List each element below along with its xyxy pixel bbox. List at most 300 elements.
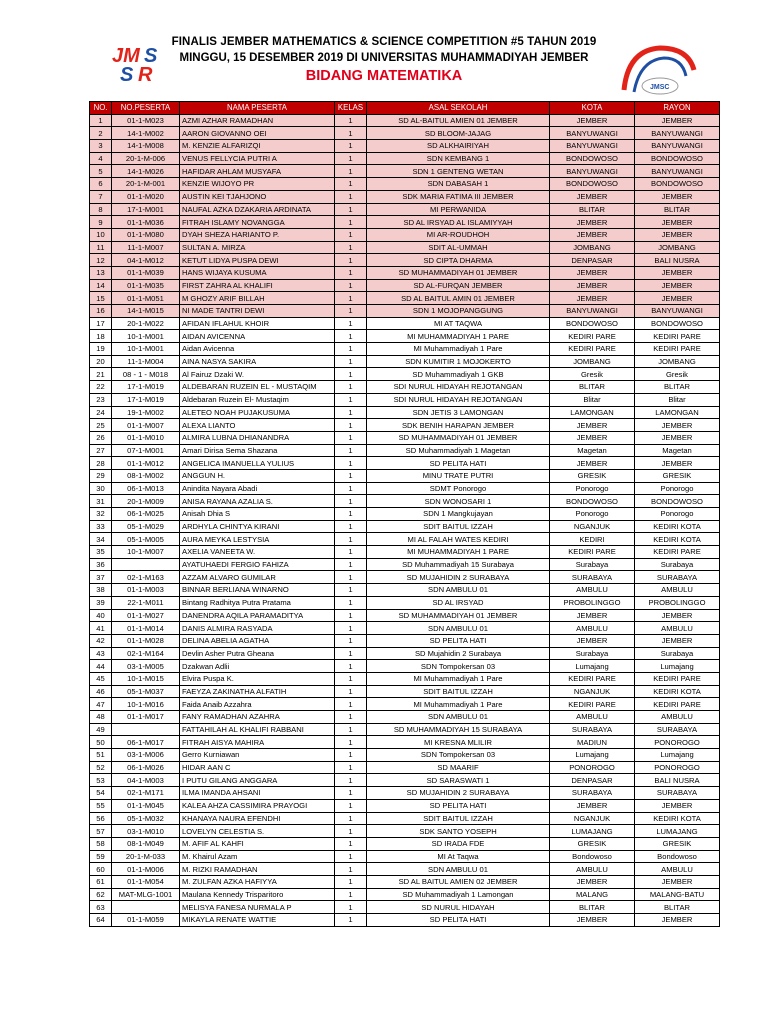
- table-row: [90, 292, 720, 305]
- cell-class: 1: [335, 368, 367, 381]
- cell-class: 1: [335, 914, 367, 927]
- cell-school: SD MUHAMMADIYAH 01 JEMBER: [367, 266, 550, 279]
- cell-city: LUMAJANG: [550, 825, 635, 838]
- cell-class: 1: [335, 736, 367, 749]
- cell-participant-number: 10-1-M015: [112, 672, 180, 685]
- cell-name: ALMIRA LUBNA DHIANANDRA: [180, 431, 335, 444]
- cell-class: 1: [335, 355, 367, 368]
- col-header-city: KOTA: [550, 102, 635, 115]
- cell-school: SD MUHAMMADIYAH 01 JEMBER: [367, 431, 550, 444]
- cell-region: JEMBER: [635, 279, 720, 292]
- table-row: [90, 914, 720, 927]
- cell-school: SD Muhammadiyah 1 GKB: [367, 368, 550, 381]
- cell-school: SD MAARIF: [367, 761, 550, 774]
- cell-participant-number: 01-1-M059: [112, 914, 180, 927]
- cell-name: FANY RAMADHAN AZAHRA: [180, 711, 335, 724]
- cell-name: LOVELYN CELESTIA S.: [180, 825, 335, 838]
- table-row: [90, 381, 720, 394]
- cell-region: JEMBER: [635, 914, 720, 927]
- cell-school: SDIT AL-UMMAH: [367, 241, 550, 254]
- cell-class: 1: [335, 140, 367, 153]
- cell-school: SDN WONOSARI 1: [367, 495, 550, 508]
- cell-region: LAMONGAN: [635, 406, 720, 419]
- cell-city: JEMBER: [550, 431, 635, 444]
- cell-region: BONDOWOSO: [635, 178, 720, 191]
- cell-region: SURABAYA: [635, 787, 720, 800]
- table-row: [90, 228, 720, 241]
- cell-no: 24: [90, 406, 112, 419]
- cell-city: GRESIK: [550, 469, 635, 482]
- cell-no: 39: [90, 596, 112, 609]
- cell-region: GRESIK: [635, 469, 720, 482]
- cell-region: Surabaya: [635, 558, 720, 571]
- cell-region: Ponorogo: [635, 508, 720, 521]
- cell-city: MADIUN: [550, 736, 635, 749]
- cell-participant-number: 01-1-M010: [112, 431, 180, 444]
- cell-no: 32: [90, 508, 112, 521]
- cell-no: 56: [90, 812, 112, 825]
- cell-no: 3: [90, 140, 112, 153]
- table-row: [90, 647, 720, 660]
- table-row: [90, 203, 720, 216]
- cell-name: DANIS ALMIRA RASYADA: [180, 622, 335, 635]
- cell-region: JEMBER: [635, 875, 720, 888]
- cell-class: 1: [335, 469, 367, 482]
- cell-name: NI MADE TANTRI DEWI: [180, 305, 335, 318]
- cell-no: 60: [90, 863, 112, 876]
- cell-class: 1: [335, 837, 367, 850]
- cell-name: AARON GIOVANNO OEI: [180, 127, 335, 140]
- table-row: [90, 698, 720, 711]
- cell-city: JEMBER: [550, 875, 635, 888]
- cell-school: SD MUHAMMADIYAH 15 SURABAYA: [367, 723, 550, 736]
- cell-class: 1: [335, 850, 367, 863]
- cell-region: KEDIRI KOTA: [635, 685, 720, 698]
- cell-school: SD PELITA HATI: [367, 914, 550, 927]
- cell-class: 1: [335, 152, 367, 165]
- cell-city: Blitar: [550, 393, 635, 406]
- cell-class: 1: [335, 558, 367, 571]
- table-row: [90, 393, 720, 406]
- cell-class: 1: [335, 241, 367, 254]
- cell-region: KEDIRI PARE: [635, 343, 720, 356]
- table-row: [90, 799, 720, 812]
- cell-no: 43: [90, 647, 112, 660]
- cell-no: 4: [90, 152, 112, 165]
- table-row: [90, 761, 720, 774]
- cell-school: SDN AMBULU 01: [367, 584, 550, 597]
- cell-no: 34: [90, 533, 112, 546]
- cell-name: ALETEO NOAH PUJAKUSUMA: [180, 406, 335, 419]
- cell-region: KEDIRI KOTA: [635, 812, 720, 825]
- cell-name: FITRAH ISLAMY NOVANGGA: [180, 216, 335, 229]
- cell-class: 1: [335, 419, 367, 432]
- cell-school: SD MUHAMMADIYAH 01 JEMBER: [367, 609, 550, 622]
- col-header-school: ASAL SEKOLAH: [367, 102, 550, 115]
- cell-name: KETUT LIDYA PUSPA DEWI: [180, 254, 335, 267]
- page-title: BIDANG MATEMATIKA: [305, 68, 463, 84]
- table-row: [90, 837, 720, 850]
- cell-class: 1: [335, 279, 367, 292]
- cell-region: BLITAR: [635, 203, 720, 216]
- table-row: [90, 787, 720, 800]
- cell-class: 1: [335, 228, 367, 241]
- table-row: [90, 127, 720, 140]
- cell-city: KEDIRI: [550, 533, 635, 546]
- cell-participant-number: 01-1-M017: [112, 711, 180, 724]
- cell-no: 59: [90, 850, 112, 863]
- table-row: [90, 317, 720, 330]
- cell-school: SDK BENIH HARAPAN JEMBER: [367, 419, 550, 432]
- cell-no: 40: [90, 609, 112, 622]
- cell-participant-number: 05-1-M005: [112, 533, 180, 546]
- cell-participant-number: 19-1-M002: [112, 406, 180, 419]
- cell-city: JEMBER: [550, 634, 635, 647]
- table-row: [90, 863, 720, 876]
- table-row: [90, 355, 720, 368]
- cell-no: 7: [90, 190, 112, 203]
- table-body: [90, 114, 720, 926]
- header-line-1: FINALIS JEMBER MATHEMATICS & SCIENCE COMPETITION #5 TAHUN 2019: [171, 36, 597, 48]
- cell-school: MI AR-ROUDHOH: [367, 228, 550, 241]
- table-row: [90, 178, 720, 191]
- cell-name: AINA NASYA SAKIRA: [180, 355, 335, 368]
- cell-name: DELINA ABELIA AGATHA: [180, 634, 335, 647]
- cell-region: KEDIRI KOTA: [635, 533, 720, 546]
- cell-name: M. ZULFAN AZKA HAFIYYA: [180, 875, 335, 888]
- cell-region: KEDIRI PARE: [635, 330, 720, 343]
- table-row: [90, 520, 720, 533]
- cell-participant-number: MAT-MLG-1001: [112, 888, 180, 901]
- cell-city: BONDOWOSO: [550, 152, 635, 165]
- cell-no: 30: [90, 482, 112, 495]
- col-header-name: NAMA PESERTA: [180, 102, 335, 115]
- cell-participant-number: 01-1-M080: [112, 228, 180, 241]
- cell-school: SD MUJAHIDIN 2 SURABAYA: [367, 571, 550, 584]
- table-row: [90, 216, 720, 229]
- cell-participant-number: 10-1-M016: [112, 698, 180, 711]
- cell-no: 1: [90, 114, 112, 127]
- cell-participant-number: 01-1-M054: [112, 875, 180, 888]
- cell-city: JEMBER: [550, 190, 635, 203]
- cell-no: 8: [90, 203, 112, 216]
- cell-city: JEMBER: [550, 609, 635, 622]
- cell-city: AMBULU: [550, 711, 635, 724]
- table-row: [90, 596, 720, 609]
- cell-name: Aidan Avicenna: [180, 343, 335, 356]
- cell-school: MI Muhammadiyah 1 Pare: [367, 672, 550, 685]
- cell-class: 1: [335, 825, 367, 838]
- cell-name: BINNAR BERLIANA WINARNO: [180, 584, 335, 597]
- cell-no: 9: [90, 216, 112, 229]
- cell-participant-number: [112, 558, 180, 571]
- cell-city: BONDOWOSO: [550, 178, 635, 191]
- cell-region: BALI NUSRA: [635, 254, 720, 267]
- cell-school: MI At Taqwa: [367, 850, 550, 863]
- cell-class: 1: [335, 799, 367, 812]
- cell-school: MI AT TAQWA: [367, 317, 550, 330]
- cell-school: MI AL FALAH WATES KEDIRI: [367, 533, 550, 546]
- cell-no: 23: [90, 393, 112, 406]
- cell-school: SDN JETIS 3 LAMONGAN: [367, 406, 550, 419]
- cell-city: PROBOLINGGO: [550, 596, 635, 609]
- cell-school: SD AL-FURQAN JEMBER: [367, 279, 550, 292]
- cell-no: 26: [90, 431, 112, 444]
- cell-region: Blitar: [635, 393, 720, 406]
- cell-region: BANYUWANGI: [635, 140, 720, 153]
- table-row: [90, 254, 720, 267]
- cell-class: 1: [335, 178, 367, 191]
- cell-participant-number: 03-1-M010: [112, 825, 180, 838]
- cell-city: Magetan: [550, 444, 635, 457]
- cell-city: DENPASAR: [550, 254, 635, 267]
- cell-school: SDN 1 MOJOPANGGUNG: [367, 305, 550, 318]
- cell-class: 1: [335, 457, 367, 470]
- cell-city: Surabaya: [550, 647, 635, 660]
- cell-city: KEDIRI PARE: [550, 698, 635, 711]
- cell-school: SDN DABASAH 1: [367, 178, 550, 191]
- table-row: [90, 495, 720, 508]
- cell-name: FAEYZA ZAKINATHA ALFATIH: [180, 685, 335, 698]
- table-row: [90, 685, 720, 698]
- cell-name: ANISA RAYANA AZALIA S.: [180, 495, 335, 508]
- table-header-row: [90, 102, 720, 115]
- table-row: [90, 444, 720, 457]
- cell-name: Faida Anaib Azzahra: [180, 698, 335, 711]
- cell-region: PONOROGO: [635, 736, 720, 749]
- cell-no: 19: [90, 343, 112, 356]
- cell-class: 1: [335, 533, 367, 546]
- cell-participant-number: 01-1-M039: [112, 266, 180, 279]
- cell-city: GRESIK: [550, 837, 635, 850]
- cell-participant-number: 14-1-M002: [112, 127, 180, 140]
- cell-city: JOMBANG: [550, 241, 635, 254]
- cell-class: 1: [335, 127, 367, 140]
- table-row: [90, 622, 720, 635]
- cell-region: JOMBANG: [635, 355, 720, 368]
- cell-school: MI KRESNA MLILIR: [367, 736, 550, 749]
- cell-region: Lumajang: [635, 749, 720, 762]
- cell-participant-number: 17-1-M019: [112, 381, 180, 394]
- cell-city: LAMONGAN: [550, 406, 635, 419]
- cell-class: 1: [335, 672, 367, 685]
- cell-class: 1: [335, 888, 367, 901]
- cell-no: 27: [90, 444, 112, 457]
- cell-school: SDMT Ponorogo: [367, 482, 550, 495]
- cell-school: SD ALKHAIRIYAH: [367, 140, 550, 153]
- cell-city: JEMBER: [550, 457, 635, 470]
- cell-participant-number: 01-1-M035: [112, 279, 180, 292]
- table-row: [90, 469, 720, 482]
- cell-region: AMBULU: [635, 622, 720, 635]
- cell-city: BLITAR: [550, 381, 635, 394]
- cell-no: 36: [90, 558, 112, 571]
- cell-no: 28: [90, 457, 112, 470]
- cell-region: JEMBER: [635, 266, 720, 279]
- cell-name: HAFIDAR AHLAM MUSYAFA: [180, 165, 335, 178]
- cell-region: SURABAYA: [635, 571, 720, 584]
- cell-school: SDN 1 Mangkujayan: [367, 508, 550, 521]
- cell-region: PONOROGO: [635, 761, 720, 774]
- logo-letters-top-2: S: [144, 45, 158, 67]
- table-row: [90, 368, 720, 381]
- cell-region: JEMBER: [635, 634, 720, 647]
- cell-no: 49: [90, 723, 112, 736]
- cell-no: 62: [90, 888, 112, 901]
- table-row: [90, 850, 720, 863]
- table-row: [90, 736, 720, 749]
- cell-name: KENZIE WIJOYO PR: [180, 178, 335, 191]
- cell-name: AURA MEYKA LESTYSIA: [180, 533, 335, 546]
- cell-region: Bondowoso: [635, 850, 720, 863]
- cell-no: 58: [90, 837, 112, 850]
- cell-city: JEMBER: [550, 266, 635, 279]
- cell-region: JEMBER: [635, 228, 720, 241]
- cell-city: SURABAYA: [550, 723, 635, 736]
- cell-name: NAUFAL AZKA DZAKARIA ARDINATA: [180, 203, 335, 216]
- cell-no: 45: [90, 672, 112, 685]
- cell-region: JEMBER: [635, 216, 720, 229]
- cell-name: Bintang Radhitya Putra Pratama: [180, 596, 335, 609]
- cell-no: 47: [90, 698, 112, 711]
- cell-city: KEDIRI PARE: [550, 672, 635, 685]
- cell-city: Surabaya: [550, 558, 635, 571]
- cell-name: ARDHYLA CHINTYA KIRANI: [180, 520, 335, 533]
- cell-school: SDN Tompokersan 03: [367, 749, 550, 762]
- cell-name: ANGELICA IMANUELLA YULIUS: [180, 457, 335, 470]
- cell-school: MI PERWANIDA: [367, 203, 550, 216]
- cell-school: SDN KEMBANG 1: [367, 152, 550, 165]
- logo-letters-bottom-2: R: [138, 64, 153, 84]
- cell-participant-number: 02-1-M164: [112, 647, 180, 660]
- cell-school: SDIT BAITUL IZZAH: [367, 520, 550, 533]
- cell-city: JEMBER: [550, 419, 635, 432]
- table-row: [90, 825, 720, 838]
- table-row: [90, 343, 720, 356]
- cell-name: ANGGUN H.: [180, 469, 335, 482]
- cell-city: PONOROGO: [550, 761, 635, 774]
- cell-city: Ponorogo: [550, 482, 635, 495]
- cell-name: KALEA AHZA CASSIMIRA PRAYOGI: [180, 799, 335, 812]
- cell-region: BONDOWOSO: [635, 495, 720, 508]
- cell-participant-number: [112, 901, 180, 914]
- cell-no: 46: [90, 685, 112, 698]
- cell-no: 61: [90, 875, 112, 888]
- cell-participant-number: 06-1-M025: [112, 508, 180, 521]
- cell-participant-number: 06-1-M017: [112, 736, 180, 749]
- cell-region: SURABAYA: [635, 723, 720, 736]
- cell-participant-number: 01-1-M012: [112, 457, 180, 470]
- cell-participant-number: 01-1-M007: [112, 419, 180, 432]
- table-row: [90, 634, 720, 647]
- cell-class: 1: [335, 165, 367, 178]
- table-row: [90, 165, 720, 178]
- cell-name: Maulana Kennedy Trisparitoro: [180, 888, 335, 901]
- cell-class: 1: [335, 596, 367, 609]
- cell-class: 1: [335, 787, 367, 800]
- cell-no: 38: [90, 584, 112, 597]
- cell-name: AFIDAN IFLAHUL KHOIR: [180, 317, 335, 330]
- cell-school: MI Muhammadiyah 1 Pare: [367, 343, 550, 356]
- cell-school: SD AL-BAITUL AMIEN 01 JEMBER: [367, 114, 550, 127]
- cell-city: AMBULU: [550, 863, 635, 876]
- logo-text-jmsc: JMSC: [650, 84, 670, 91]
- cell-city: NGANJUK: [550, 685, 635, 698]
- cell-participant-number: 14-1-M026: [112, 165, 180, 178]
- cell-name: Al Fairuz Dzaki W.: [180, 368, 335, 381]
- cell-city: MALANG: [550, 888, 635, 901]
- cell-name: FITRAH AISYA MAHIRA: [180, 736, 335, 749]
- cell-school: SD AL IRSYAD AL ISLAMIYYAH: [367, 216, 550, 229]
- cell-name: M. KENZIE ALFARIZQI: [180, 140, 335, 153]
- cell-participant-number: 05-1-M029: [112, 520, 180, 533]
- cell-region: JEMBER: [635, 190, 720, 203]
- table-row: [90, 875, 720, 888]
- cell-city: Gresik: [550, 368, 635, 381]
- cell-class: 1: [335, 381, 367, 394]
- cell-no: 2: [90, 127, 112, 140]
- cell-school: SDN AMBULU 01: [367, 863, 550, 876]
- cell-school: SD AL BAITUL AMIEN 02 JEMBER: [367, 875, 550, 888]
- cell-class: 1: [335, 685, 367, 698]
- cell-region: BONDOWOSO: [635, 152, 720, 165]
- cell-region: JEMBER: [635, 457, 720, 470]
- table-row: [90, 609, 720, 622]
- cell-no: 37: [90, 571, 112, 584]
- cell-participant-number: 11-1-M004: [112, 355, 180, 368]
- cell-class: 1: [335, 749, 367, 762]
- cell-city: DENPASAR: [550, 774, 635, 787]
- table-row: [90, 508, 720, 521]
- cell-city: Ponorogo: [550, 508, 635, 521]
- cell-class: 1: [335, 901, 367, 914]
- cell-class: 1: [335, 266, 367, 279]
- cell-participant-number: 10-1-M007: [112, 546, 180, 559]
- cell-name: Aldebaran Ruzein El- Mustaqim: [180, 393, 335, 406]
- cell-no: 5: [90, 165, 112, 178]
- cell-class: 1: [335, 875, 367, 888]
- cell-city: SURABAYA: [550, 571, 635, 584]
- cell-city: BANYUWANGI: [550, 140, 635, 153]
- cell-participant-number: 20-1-M009: [112, 495, 180, 508]
- cell-city: KEDIRI PARE: [550, 343, 635, 356]
- cell-region: JEMBER: [635, 431, 720, 444]
- cell-region: JEMBER: [635, 609, 720, 622]
- cell-class: 1: [335, 431, 367, 444]
- table-row: [90, 546, 720, 559]
- cell-city: JEMBER: [550, 292, 635, 305]
- cell-school: SD Mujahidin 2 Surabaya: [367, 647, 550, 660]
- cell-no: 29: [90, 469, 112, 482]
- logo-letters-top: JM: [112, 45, 140, 67]
- cell-city: Lumajang: [550, 749, 635, 762]
- cell-participant-number: 05-1-M037: [112, 685, 180, 698]
- cell-school: SD BLOOM-JAJAG: [367, 127, 550, 140]
- cell-class: 1: [335, 495, 367, 508]
- cell-school: MI Muhammadiyah 1 Pare: [367, 698, 550, 711]
- cell-city: BANYUWANGI: [550, 127, 635, 140]
- cell-city: JEMBER: [550, 216, 635, 229]
- cell-region: BANYUWANGI: [635, 165, 720, 178]
- cell-class: 1: [335, 711, 367, 724]
- cell-participant-number: 17-1-M001: [112, 203, 180, 216]
- cell-participant-number: 04-1-M003: [112, 774, 180, 787]
- cell-no: 42: [90, 634, 112, 647]
- cell-no: 52: [90, 761, 112, 774]
- cell-participant-number: 06-1-M013: [112, 482, 180, 495]
- cell-no: 14: [90, 279, 112, 292]
- cell-region: BANYUWANGI: [635, 305, 720, 318]
